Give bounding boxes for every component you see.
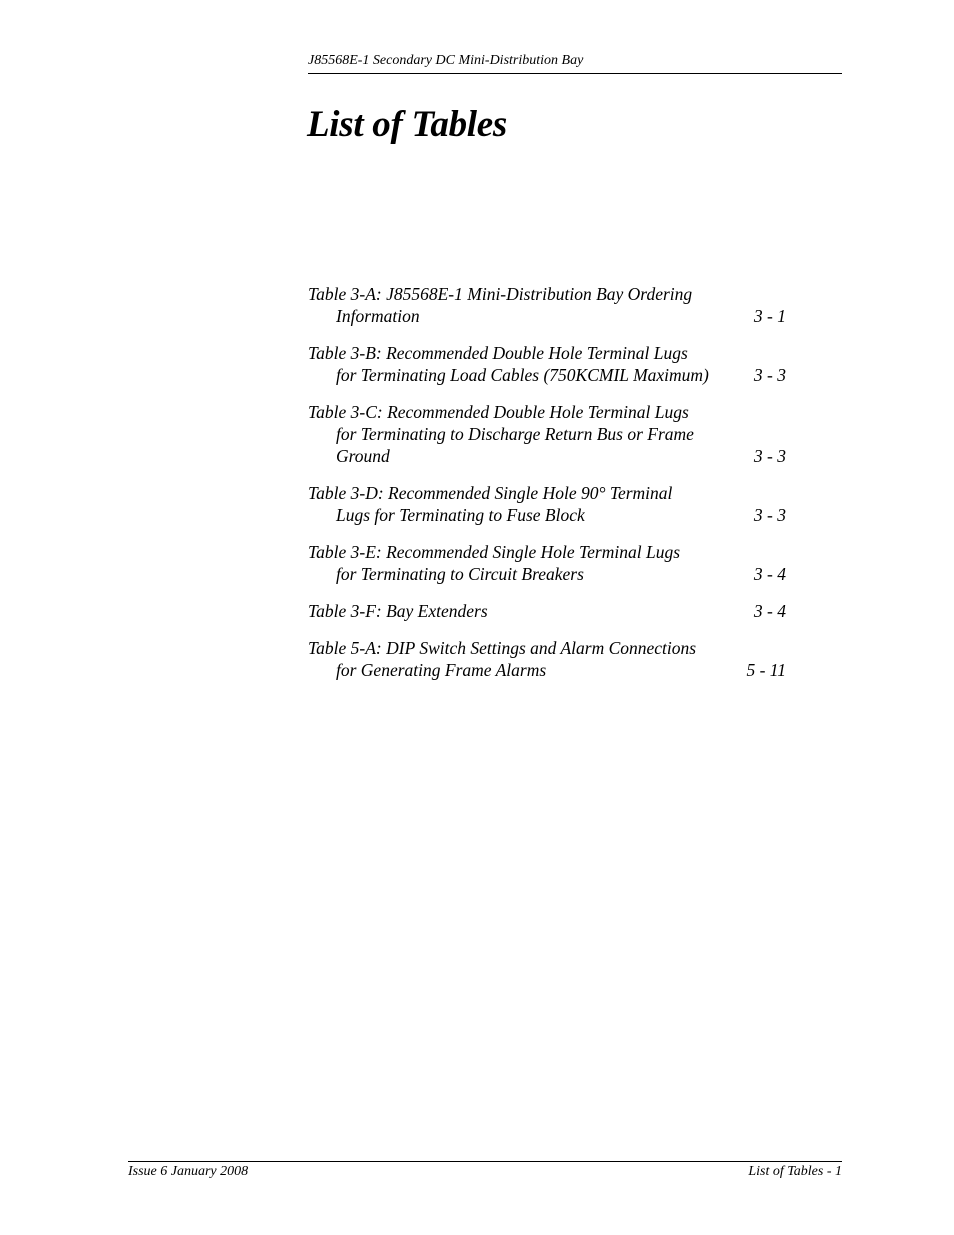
toc-entry-line: for Generating Frame Alarms: [336, 660, 547, 680]
toc-entry-table-3c[interactable]: [308, 401, 788, 467]
toc-entry-table-3a[interactable]: [308, 283, 788, 327]
toc-entry-line: Information: [336, 306, 420, 326]
toc-entry-line: Table 3-F: Bay Extenders: [308, 601, 488, 621]
toc-entry-table-5a[interactable]: [308, 637, 788, 681]
toc-entry-table-3b[interactable]: [308, 342, 788, 386]
toc-entry-line: Ground: [336, 446, 390, 466]
toc-entry-table-3d[interactable]: [308, 482, 788, 526]
toc-entry-line: for Terminating to Circuit Breakers: [336, 564, 584, 584]
toc-entry-table-3f[interactable]: [308, 600, 788, 622]
page-title: List of Tables: [307, 104, 507, 145]
toc-entry-line: Table 3-D: Recommended Single Hole 90° Terminal: [308, 483, 673, 503]
toc-entry-line: for Terminating Load Cables (750KCMIL Maximum): [336, 365, 709, 385]
toc-entry-line: Table 3-E: Recommended Single Hole Terminal Lugs: [308, 542, 681, 562]
toc-page-number: 3 - 1: [753, 306, 786, 326]
toc-page-number: 3 - 3: [753, 365, 786, 385]
footer-page-label: List of Tables - 1: [748, 1164, 842, 1179]
toc-entry-line: Table 3-A: J85568E-1 Mini-Distribution Bay Ordering: [308, 284, 693, 304]
running-header-title: J85568E-1 Secondary DC Mini-Distribution Bay: [308, 53, 584, 68]
table-of-contents: [308, 283, 788, 696]
toc-entry-line: Table 3-B: Recommended Double Hole Terminal Lugs: [308, 343, 688, 363]
toc-entry-table-3e[interactable]: [308, 541, 788, 585]
toc-entry-line: for Terminating to Discharge Return Bus or Frame: [336, 424, 694, 444]
toc-page-number: 3 - 3: [753, 446, 786, 466]
toc-entry-line: Table 5-A: DIP Switch Settings and Alarm Connections: [308, 638, 697, 658]
toc-page-number: 3 - 3: [753, 505, 786, 525]
toc-page-number: 3 - 4: [753, 601, 786, 621]
footer-issue-date: Issue 6 January 2008: [128, 1164, 249, 1179]
toc-entry-line: Lugs for Terminating to Fuse Block: [336, 505, 585, 525]
toc-page-number: 5 - 11: [746, 660, 786, 680]
toc-page-number: 3 - 4: [753, 564, 786, 584]
running-header: [308, 52, 842, 74]
running-footer: [128, 1161, 842, 1181]
toc-entry-line: Table 3-C: Recommended Double Hole Terminal Lugs: [308, 402, 689, 422]
